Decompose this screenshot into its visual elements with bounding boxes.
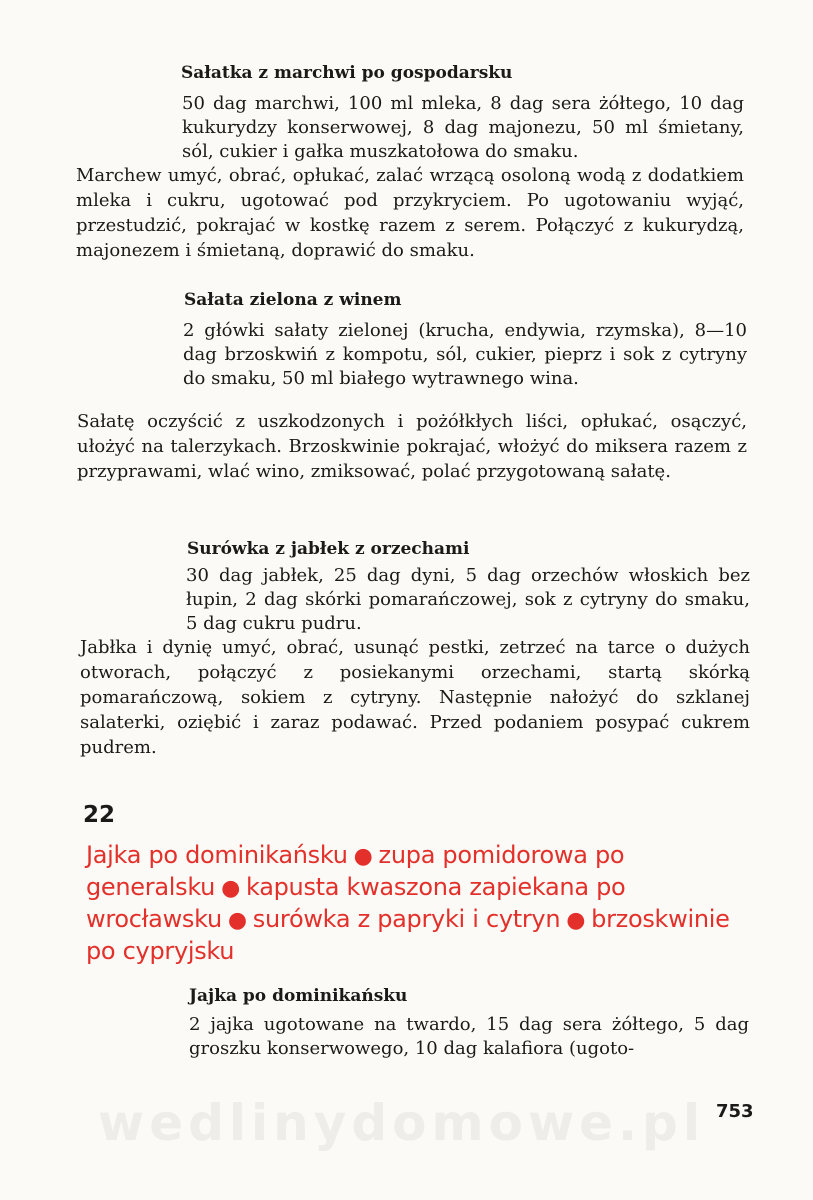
recipe-title: Surówka z jabłek z orzechami — [187, 539, 470, 559]
bullet-icon: ● — [221, 876, 241, 901]
recipe-method: Jabłka i dynię umyć, obrać, usunąć pestki, zetrzeć na tarce o dużych otworach, połączyć z posiekanymi orzechami, startą skórką pomarańczową, sokiem z cytryny. Następnie nałożyć do szklanej salaterki, oziębić i zaraz podawać. Przed podaniem posypać cukrem pudrem. — [80, 637, 750, 758]
menu-item: kapusta kwaszona zapiekana po wrocławsku — [86, 873, 626, 933]
page-number: 753 — [716, 1101, 754, 1122]
watermark: wedlinydomowe.pl — [98, 1094, 705, 1152]
recipe-method: Marchew umyć, obrać, opłukać, zalać wrzącą osoloną wodą z dodatkiem mleka i cukru, ugotować pod przykryciem. Po ugotowaniu wyjąć, przestudzić, pokrajać w kostkę razem z serem. Połączyć z kukurydzą, majonezem i śmietaną, doprawić do smaku. — [76, 165, 744, 261]
bullet-icon: ● — [227, 908, 247, 933]
chapter-menu — [86, 840, 756, 967]
recipe-ingredients: 2 jajka ugotowane na twardo, 15 dag sera żółtego, 5 dag groszku konserwowego, 10 dag kalafiora (ugoto- — [189, 1014, 749, 1059]
menu-item: Jajka po dominikańsku — [86, 841, 348, 869]
recipe-title: Sałata zielona z winem — [184, 290, 402, 310]
recipe-title: Sałatka z marchwi po gospodarsku — [181, 63, 513, 83]
bullet-icon: ● — [353, 844, 373, 869]
recipe-method: Sałatę oczyścić z uszkodzonych i pożółkłych liści, opłukać, osączyć, ułożyć na talerzykach. Brzoskwinie pokrajać, włożyć do miksera razem z przyprawami, wlać wino, zmiksować, polać przygotowaną sałatę. — [77, 411, 747, 482]
recipe-title: Jajka po dominikańsku — [189, 986, 408, 1006]
menu-item: surówka z papryki i cytryn — [252, 905, 561, 933]
menu-item: brzoskwinie po cypryjsku — [86, 905, 730, 965]
bullet-icon: ● — [566, 908, 586, 933]
recipe-ingredients: 50 dag marchwi, 100 ml mleka, 8 dag sera żółtego, 10 dag kukurydzy konserwowej, 8 dag majonezu, 50 ml śmietany, sól, cukier i gałka muszkatołowa do smaku. — [182, 93, 744, 162]
menu-item: zupa pomidorowa po generalsku — [86, 841, 625, 901]
chapter-number: 22 — [83, 802, 116, 828]
recipe-ingredients: 30 dag jabłek, 25 dag dyni, 5 dag orzechów włoskich bez łupin, 2 dag skórki pomarańczowej, sok z cytryny do smaku, 5 dag cukru pudru. — [186, 565, 750, 634]
recipe-ingredients: 2 główki sałaty zielonej (krucha, endywia, rzymska), 8—10 dag brzoskwiń z kompotu, sól, cukier, pieprz i sok z cytryny do smaku, 50 ml białego wytrawnego wina. — [183, 320, 747, 389]
